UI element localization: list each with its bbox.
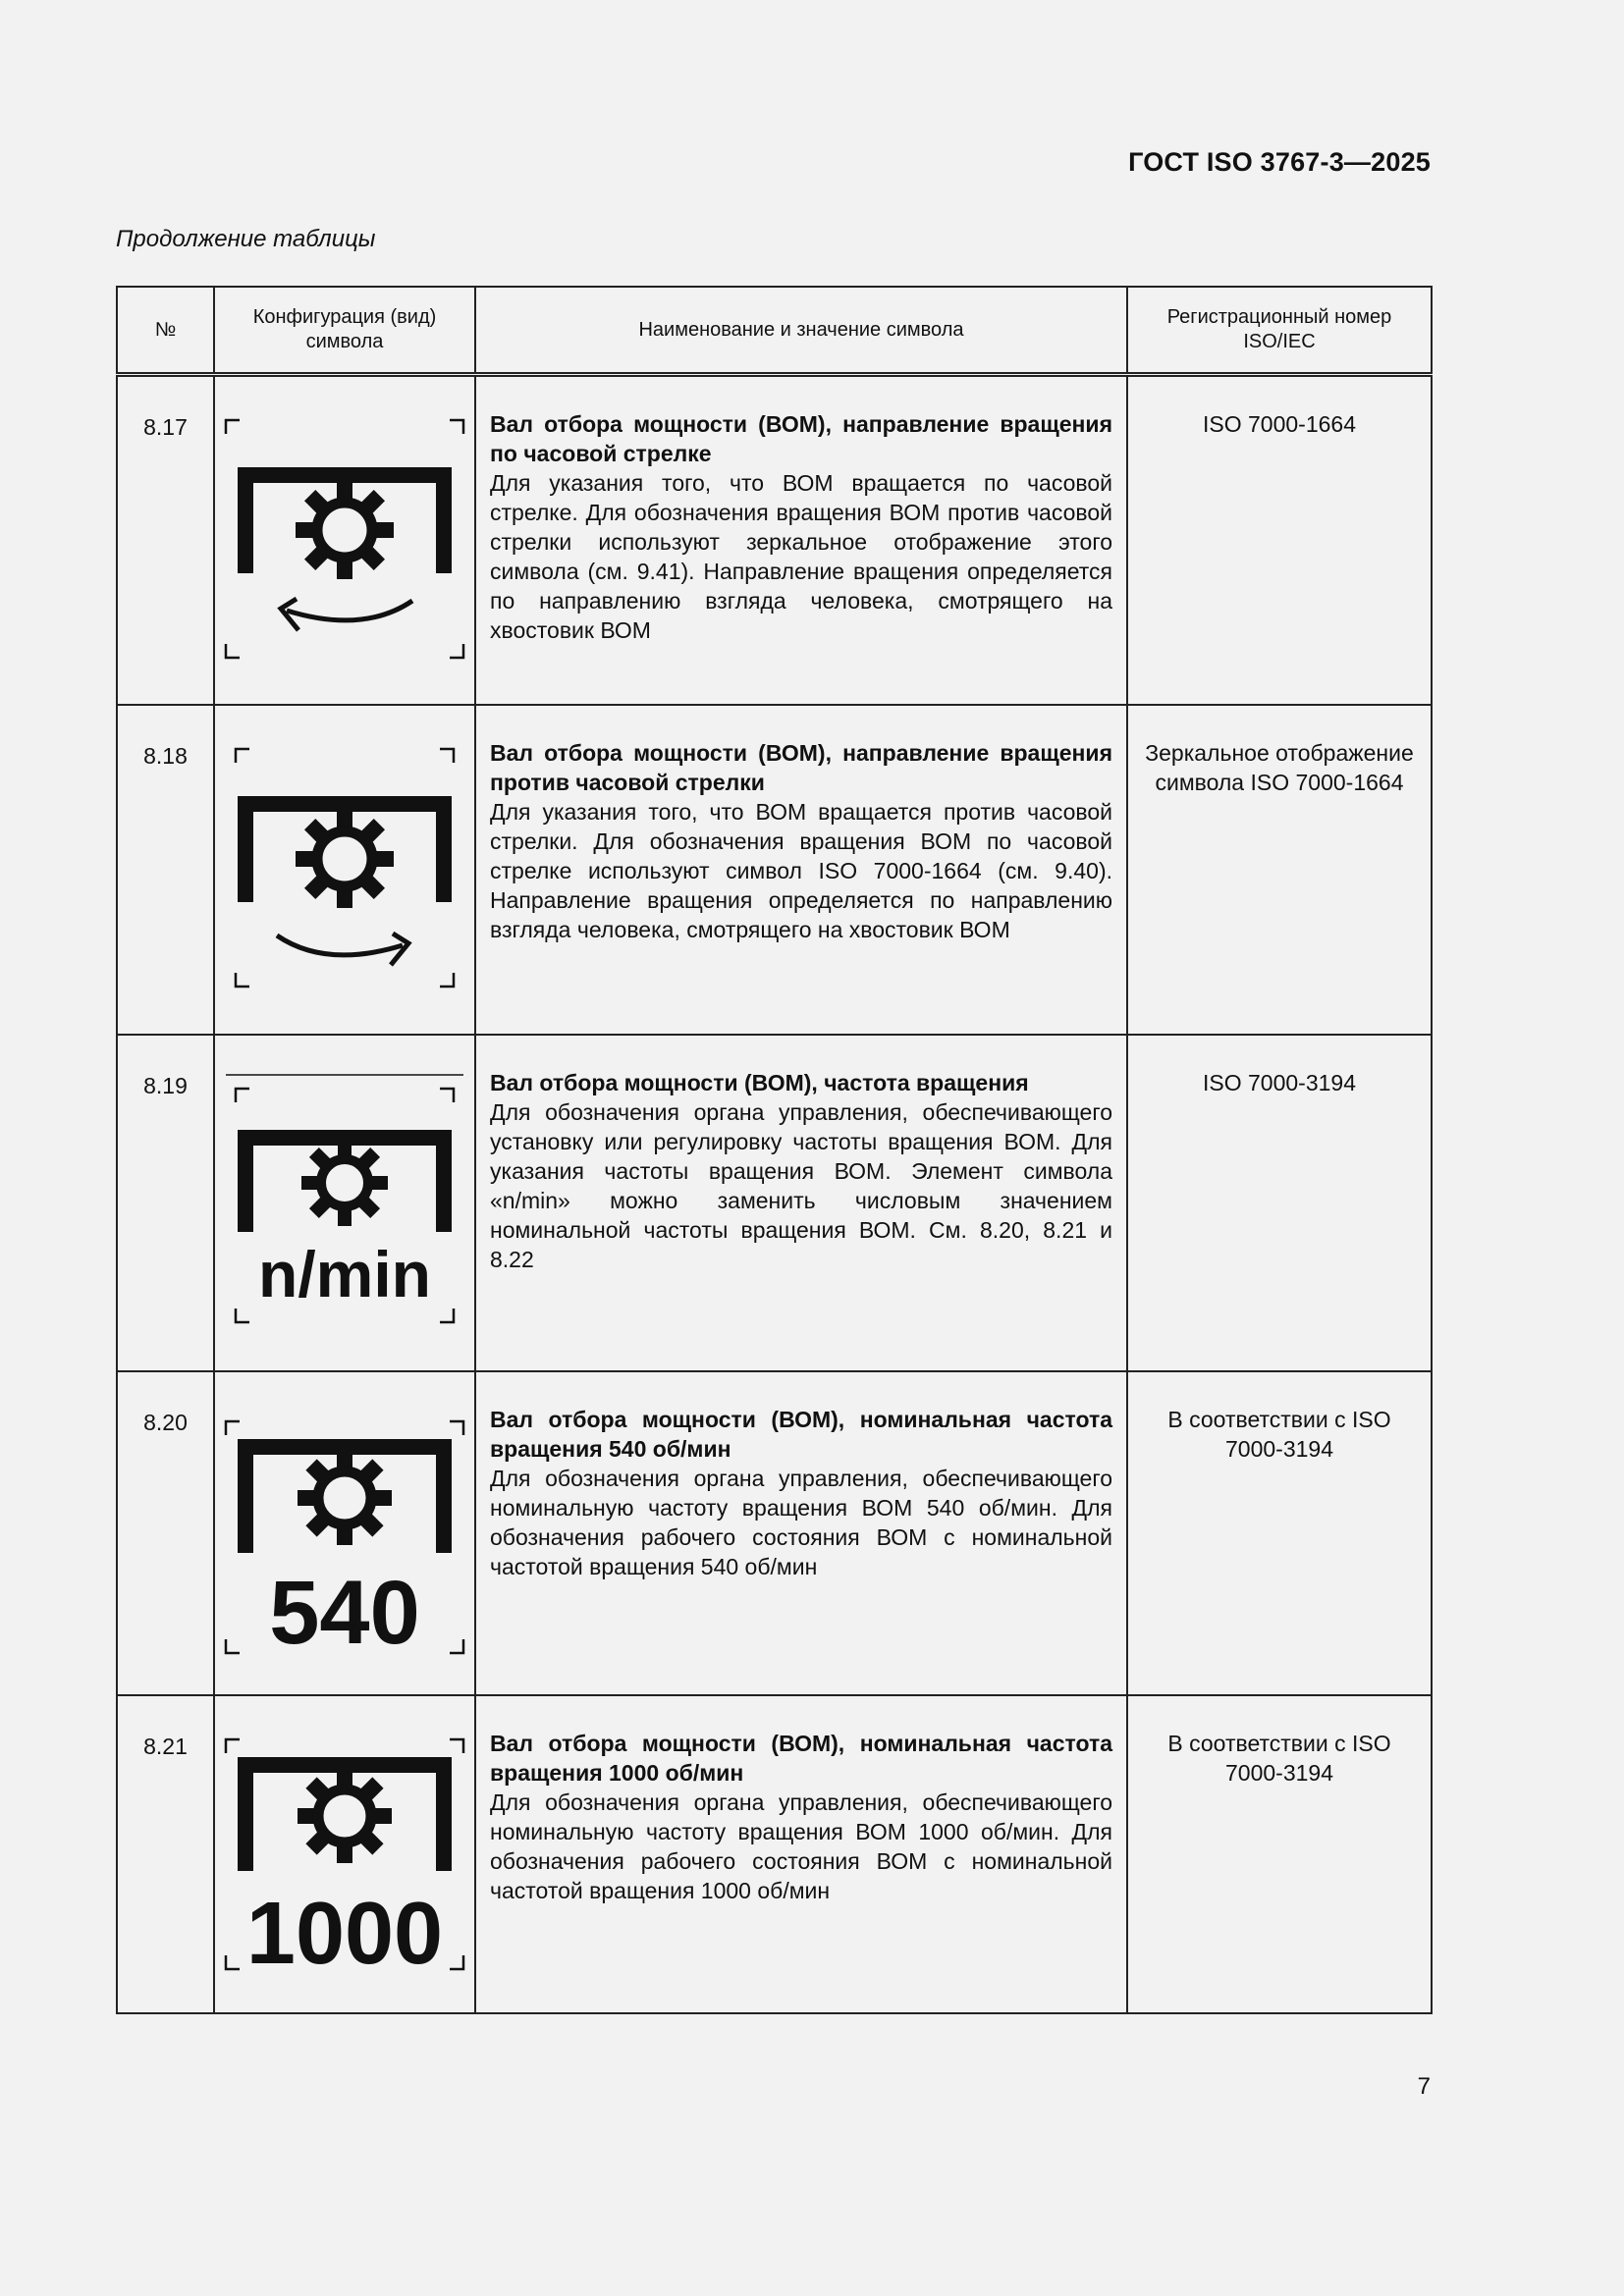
symbol-title: Вал отбора мощности (ВОМ), направление вращения по часовой стрелке bbox=[490, 411, 1112, 466]
symbol-label: 1000 bbox=[245, 1884, 444, 1983]
table-header-row bbox=[117, 287, 1432, 375]
registration-number: В соответствии с ISO 7000-3194 bbox=[1127, 1695, 1432, 2013]
registration-number: ISO 7000-1664 bbox=[1127, 375, 1432, 705]
pto-speed-gear-icon bbox=[216, 1036, 473, 1330]
pto-540-gear-icon bbox=[216, 1372, 473, 1667]
pto-clockwise-gear-icon bbox=[216, 377, 473, 671]
row-number: 8.18 bbox=[117, 705, 214, 1035]
description-cell bbox=[475, 705, 1127, 1035]
symbol-description: Для обозначения органа управления, обеспечивающего установку или регулировку частоты вращения ВОМ. Для указания частоты вращения ВОМ. Элемент символа «n/min» можно заменить числовым значением номинальной частоты вращения ВОМ. См. 8.20, 8.21 и 8.22 bbox=[490, 1098, 1112, 1272]
symbol-description: Для указания того, что ВОМ вращается против часовой стрелки. Для обозначения вращения ВОМ по часовой стрелке используют символ ISO 7000-1664 (см. 9.40). Направление вращения определяется по направлению взгляда человека, смотрящего на хвостовик ВОМ bbox=[490, 798, 1112, 942]
pto-1000-gear-icon bbox=[216, 1696, 473, 1991]
symbol-cell bbox=[214, 1035, 475, 1371]
column-header-symbol: Конфигурация (вид) символа bbox=[214, 287, 475, 375]
symbol-description: Для указания того, что ВОМ вращается по часовой стрелке. Для обозначения вращения ВОМ против часовой стрелки используют зеркальное отображение этого символа (см. 9.41). Направление вращения определяется по направлению взгляда человека, смотрящего на хвостовик ВОМ bbox=[490, 470, 1112, 643]
description-cell bbox=[475, 1371, 1127, 1695]
symbol-description: Для обозначения органа управления, обеспечивающего номинальную частоту вращения ВОМ 1000 об/мин. Для обозначения рабочего состояния ВОМ с номинальной частотой вращения 1000 об/мин bbox=[490, 1789, 1112, 1903]
symbol-title: Вал отбора мощности (ВОМ), частота вращения bbox=[490, 1069, 1029, 1095]
description-cell bbox=[475, 1695, 1127, 2013]
symbol-cell bbox=[214, 705, 475, 1035]
table-continuation-label: Продолжение таблицы bbox=[116, 226, 376, 252]
description-cell bbox=[475, 1035, 1127, 1371]
column-header-description: Наименование и значение символа bbox=[475, 287, 1127, 375]
symbols-table bbox=[116, 286, 1433, 2014]
symbol-title: Вал отбора мощности (ВОМ), номинальная частота вращения 1000 об/мин bbox=[490, 1730, 1112, 1786]
table-row bbox=[117, 375, 1432, 705]
pto-counterclockwise-gear-icon bbox=[216, 706, 473, 1000]
row-number: 8.17 bbox=[117, 375, 214, 705]
column-header-number: № bbox=[117, 287, 214, 375]
description-cell bbox=[475, 375, 1127, 705]
symbol-cell bbox=[214, 375, 475, 705]
row-number: 8.21 bbox=[117, 1695, 214, 2013]
row-number: 8.20 bbox=[117, 1371, 214, 1695]
registration-number: ISO 7000-3194 bbox=[1127, 1035, 1432, 1371]
table-row bbox=[117, 1695, 1432, 2013]
page-number: 7 bbox=[1417, 2073, 1431, 2100]
symbol-cell bbox=[214, 1695, 475, 2013]
registration-number: Зеркальное отображение символа ISO 7000-1664 bbox=[1127, 705, 1432, 1035]
symbol-label: n/min bbox=[258, 1237, 431, 1310]
row-number: 8.19 bbox=[117, 1035, 214, 1371]
symbol-title: Вал отбора мощности (ВОМ), направление вращения против часовой стрелки bbox=[490, 739, 1112, 795]
registration-number: В соответствии с ISO 7000-3194 bbox=[1127, 1371, 1432, 1695]
symbol-title: Вал отбора мощности (ВОМ), номинальная частота вращения 540 об/мин bbox=[490, 1406, 1112, 1462]
symbol-cell bbox=[214, 1371, 475, 1695]
column-header-registration: Регистрационный номер ISO/IEC bbox=[1127, 287, 1432, 375]
table-row bbox=[117, 705, 1432, 1035]
symbol-label: 540 bbox=[269, 1562, 420, 1663]
table-row bbox=[117, 1035, 1432, 1371]
symbol-description: Для обозначения органа управления, обеспечивающего номинальную частоту вращения ВОМ 540 об/мин. Для обозначения рабочего состояния ВОМ с номинальной частотой вращения 540 об/мин bbox=[490, 1465, 1112, 1579]
document-code: ГОСТ ISO 3767-3—2025 bbox=[1128, 147, 1431, 177]
table-row bbox=[117, 1371, 1432, 1695]
